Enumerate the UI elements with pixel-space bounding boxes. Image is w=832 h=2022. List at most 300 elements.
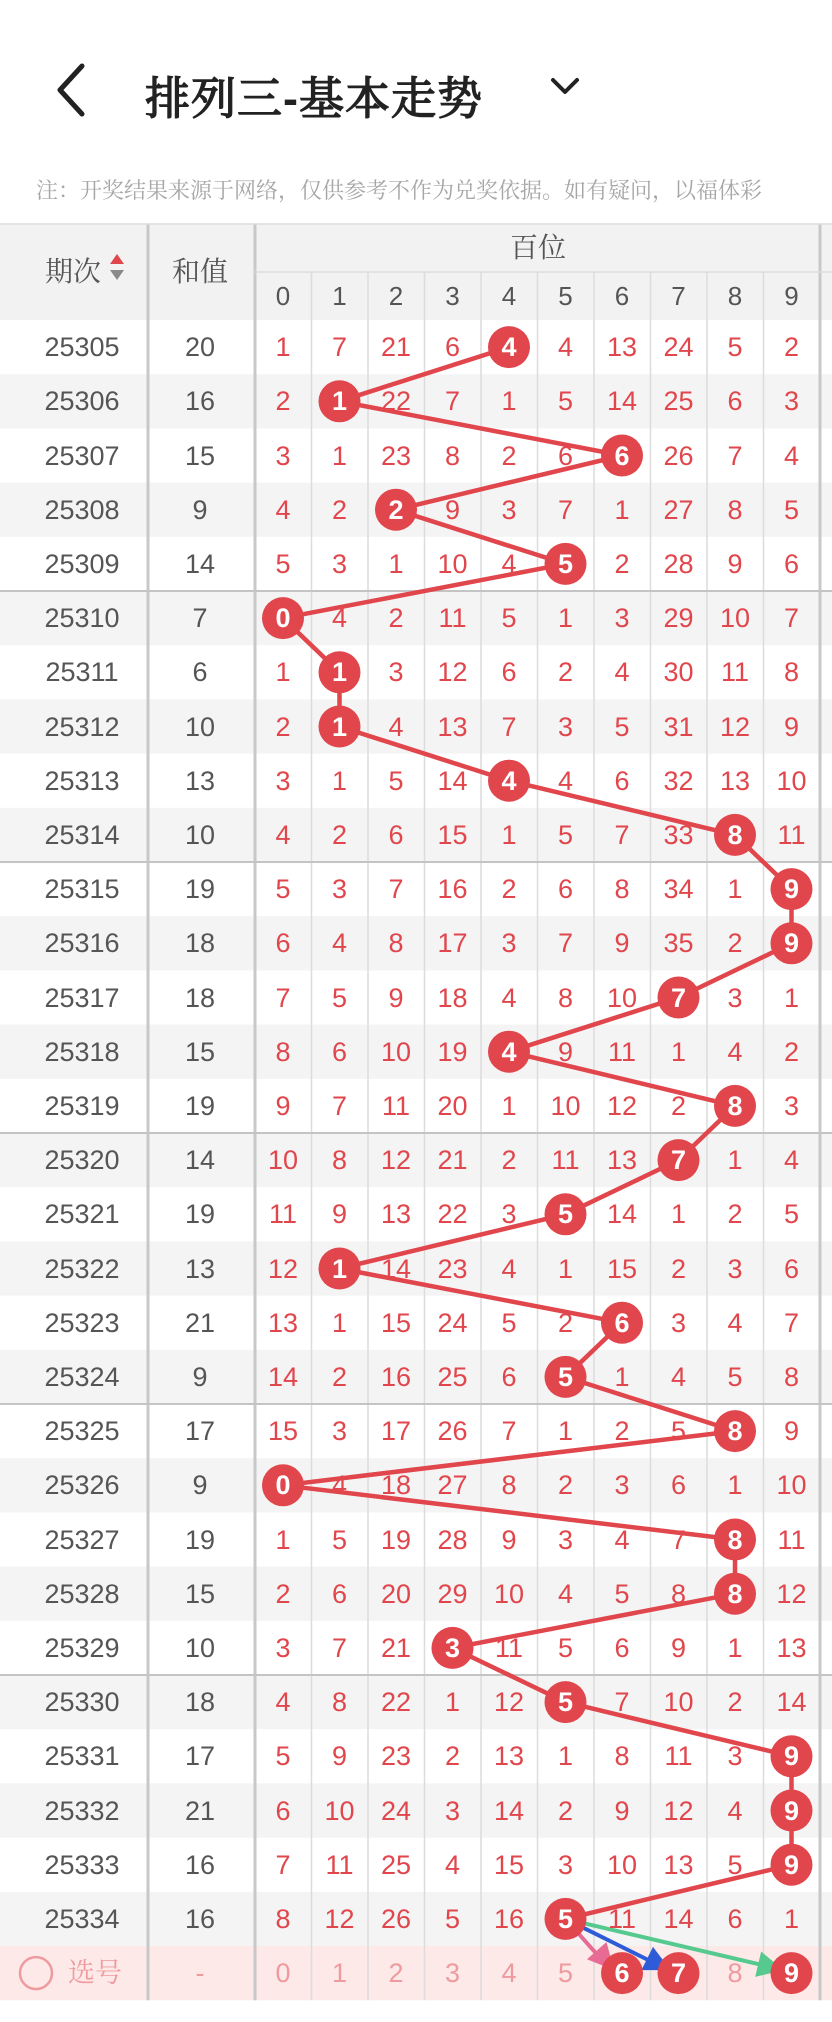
miss-count: 11 — [381, 1090, 411, 1121]
miss-count: 9 — [614, 928, 630, 959]
miss-count: 9 — [727, 548, 743, 579]
miss-count: 12 — [493, 1687, 525, 1718]
miss-count: 20 — [380, 1578, 412, 1609]
miss-count: 1 — [275, 332, 291, 363]
miss-count: 2 — [331, 1361, 348, 1392]
miss-count: 3 — [331, 548, 348, 579]
winning-ball-label: 9 — [783, 1741, 800, 1772]
miss-count: 3 — [275, 440, 291, 471]
sum-value: 18 — [184, 928, 216, 959]
winning-ball-label: 2 — [388, 494, 404, 525]
miss-count: 13 — [437, 711, 468, 742]
winning-ball-label: 1 — [331, 711, 348, 742]
miss-count: 15 — [493, 1849, 525, 1880]
predicted-digit-7[interactable]: 7 — [670, 1958, 687, 1989]
sum-value: 16 — [184, 386, 216, 417]
miss-count: 5 — [501, 1307, 517, 1338]
miss-count: 8 — [331, 1687, 348, 1718]
miss-count: 1 — [275, 1524, 291, 1555]
miss-count: 3 — [331, 1416, 348, 1447]
miss-count: 2 — [275, 1578, 291, 1609]
sum-value: 21 — [184, 1307, 216, 1338]
page-title[interactable]: 排列三-基本走势 — [145, 73, 483, 124]
winning-ball-label: 9 — [783, 1849, 800, 1880]
select-digit-1[interactable]: 1 — [331, 1958, 348, 1989]
winning-ball-label: 5 — [557, 1361, 574, 1392]
miss-count: 7 — [783, 603, 800, 634]
miss-count: 1 — [501, 1090, 517, 1121]
miss-count: 10 — [550, 1090, 581, 1121]
issue-number: 25322 — [44, 1253, 120, 1284]
issue-number: 25320 — [44, 1145, 120, 1176]
miss-count: 23 — [380, 440, 412, 471]
miss-count: 3 — [727, 982, 743, 1013]
miss-count: 4 — [727, 1307, 743, 1338]
miss-count: 3 — [557, 1849, 574, 1880]
miss-count: 19 — [437, 1036, 468, 1067]
sum-value: 17 — [184, 1741, 216, 1772]
miss-count: 11 — [607, 1036, 637, 1067]
miss-count: 4 — [331, 1470, 348, 1501]
sum-value: 14 — [184, 1145, 216, 1176]
issue-number: 25327 — [44, 1524, 120, 1555]
miss-count: 8 — [331, 1145, 348, 1176]
miss-count: 8 — [783, 1361, 800, 1392]
issue-number: 25321 — [44, 1199, 120, 1230]
miss-count: 29 — [437, 1578, 468, 1609]
miss-count: 7 — [331, 1632, 348, 1663]
miss-count: 2 — [557, 1795, 574, 1826]
miss-count: 4 — [331, 928, 348, 959]
miss-count: 13 — [663, 1849, 694, 1880]
miss-count: 6 — [331, 1578, 348, 1609]
winning-ball-label: 9 — [783, 1795, 800, 1826]
sum-value: 9 — [192, 494, 208, 525]
miss-count: 2 — [727, 928, 743, 959]
miss-count: 17 — [380, 1416, 412, 1447]
miss-count: 3 — [614, 1470, 630, 1501]
sum-value: 19 — [184, 874, 216, 905]
miss-count: 1 — [727, 1145, 743, 1176]
winning-ball-label: 4 — [501, 332, 517, 363]
miss-count: 13 — [719, 765, 751, 796]
miss-count: 1 — [614, 494, 630, 525]
miss-count: 2 — [275, 386, 291, 417]
miss-count: 9 — [331, 1199, 348, 1230]
select-digit-0[interactable]: 0 — [275, 1958, 291, 1989]
miss-count: 4 — [557, 332, 574, 363]
miss-count: 7 — [670, 1524, 687, 1555]
miss-count: 4 — [614, 1524, 630, 1555]
miss-count: 28 — [663, 548, 694, 579]
miss-count: 8 — [727, 494, 743, 525]
miss-count: 11 — [664, 1741, 693, 1772]
miss-count: 9 — [444, 494, 461, 525]
digit-header-8: 8 — [727, 281, 743, 311]
miss-count: 4 — [275, 819, 291, 850]
miss-count: 5 — [614, 1578, 630, 1609]
miss-count: 1 — [727, 1470, 743, 1501]
issue-number: 25307 — [44, 440, 120, 471]
miss-count: 27 — [437, 1470, 468, 1501]
miss-count: 3 — [783, 1090, 800, 1121]
miss-count: 15 — [380, 1307, 412, 1338]
winning-ball-label: 4 — [501, 1036, 517, 1067]
sum-value: 10 — [184, 1632, 216, 1663]
miss-count: 12 — [776, 1578, 807, 1609]
miss-count: 2 — [614, 548, 630, 579]
miss-count: 3 — [501, 494, 517, 525]
miss-count: 11 — [720, 657, 750, 688]
miss-count: 7 — [727, 440, 743, 471]
digit-header-0: 0 — [275, 281, 291, 311]
miss-count: 3 — [670, 1307, 687, 1338]
miss-count: 8 — [275, 1036, 291, 1067]
miss-count: 3 — [275, 765, 291, 796]
miss-count: 11 — [607, 1903, 637, 1934]
miss-count: 6 — [783, 548, 800, 579]
miss-count: 8 — [444, 440, 461, 471]
miss-count: 7 — [331, 1090, 348, 1121]
miss-count: 1 — [727, 1632, 743, 1663]
issue-number: 25310 — [44, 603, 120, 634]
miss-count: 9 — [614, 1795, 630, 1826]
predicted-digit-6[interactable]: 6 — [614, 1958, 630, 1989]
miss-count: 10 — [380, 1036, 412, 1067]
digit-header-2: 2 — [388, 281, 404, 311]
miss-count: 18 — [437, 982, 468, 1013]
miss-count: 12 — [719, 711, 751, 742]
group-header-hundreds: 百位 — [509, 232, 566, 263]
miss-count: 2 — [670, 1253, 687, 1284]
sum-value: 15 — [184, 440, 216, 471]
miss-count: 9 — [670, 1632, 687, 1663]
winning-ball-label: 1 — [331, 657, 348, 688]
miss-count: 28 — [437, 1524, 468, 1555]
miss-count: 1 — [557, 1253, 574, 1284]
miss-count: 4 — [444, 1849, 461, 1880]
winning-ball-label: 4 — [501, 765, 517, 796]
miss-count: 5 — [388, 765, 404, 796]
miss-count: 5 — [783, 1199, 800, 1230]
miss-count: 13 — [606, 332, 638, 363]
issue-number: 25313 — [44, 765, 120, 796]
miss-count: 6 — [670, 1470, 687, 1501]
miss-count: 20 — [437, 1090, 468, 1121]
miss-count: 1 — [331, 1307, 348, 1338]
miss-count: 21 — [437, 1145, 468, 1176]
issue-number: 25317 — [44, 982, 120, 1013]
miss-count: 14 — [437, 765, 468, 796]
sum-value: 9 — [192, 1361, 208, 1392]
miss-count: 2 — [331, 819, 348, 850]
miss-count: 7 — [388, 874, 404, 905]
miss-count: 13 — [606, 1145, 638, 1176]
miss-count: 7 — [444, 386, 461, 417]
miss-count: 5 — [331, 1524, 348, 1555]
miss-count: 8 — [557, 982, 574, 1013]
sum-value: 16 — [184, 1903, 216, 1934]
miss-count: 1 — [557, 603, 574, 634]
miss-count: 3 — [388, 657, 404, 688]
miss-count: 13 — [380, 1199, 412, 1230]
miss-count: 19 — [380, 1524, 412, 1555]
winning-ball-label: 6 — [614, 440, 630, 471]
miss-count: 35 — [663, 928, 694, 959]
miss-count: 11 — [325, 1849, 354, 1880]
miss-count: 12 — [324, 1903, 355, 1934]
sum-value: 10 — [184, 711, 216, 742]
issue-number: 25311 — [45, 657, 119, 688]
miss-count: 2 — [501, 1145, 517, 1176]
miss-count: 8 — [614, 1741, 630, 1772]
miss-count: 14 — [663, 1903, 694, 1934]
miss-count: 4 — [275, 1687, 291, 1718]
sum-value: 15 — [184, 1578, 216, 1609]
miss-count: 1 — [501, 386, 517, 417]
miss-count: 16 — [380, 1361, 412, 1392]
miss-count: 9 — [783, 711, 800, 742]
miss-count: 32 — [663, 765, 694, 796]
miss-count: 3 — [727, 1253, 743, 1284]
miss-count: 10 — [267, 1145, 299, 1176]
winning-ball-label: 3 — [444, 1632, 461, 1663]
miss-count: 11 — [494, 1632, 524, 1663]
winning-ball-label: 7 — [670, 982, 687, 1013]
miss-count: 30 — [663, 657, 694, 688]
miss-count: 25 — [380, 1849, 412, 1880]
miss-count: 29 — [663, 603, 694, 634]
winning-ball-label: 8 — [727, 1416, 743, 1447]
miss-count: 9 — [331, 1741, 348, 1772]
miss-count: 11 — [551, 1145, 580, 1176]
miss-count: 14 — [267, 1361, 299, 1392]
select-digit-4[interactable]: 4 — [501, 1958, 517, 1989]
miss-count: 7 — [501, 1416, 517, 1447]
miss-count: 2 — [614, 1416, 630, 1447]
winning-ball-label: 8 — [727, 1578, 743, 1609]
miss-count: 33 — [663, 819, 694, 850]
miss-count: 7 — [557, 928, 574, 959]
miss-count: 34 — [663, 874, 694, 905]
miss-count: 1 — [444, 1687, 461, 1718]
winning-ball-label: 5 — [557, 1199, 574, 1230]
digit-header-1: 1 — [332, 281, 347, 311]
sum-value: 9 — [192, 1470, 208, 1501]
miss-count: 2 — [727, 1199, 743, 1230]
miss-count: 2 — [557, 1307, 574, 1338]
miss-count: 6 — [331, 1036, 348, 1067]
miss-count: 5 — [557, 819, 574, 850]
miss-count: 13 — [493, 1741, 525, 1772]
miss-count: 4 — [783, 440, 800, 471]
miss-count: 3 — [275, 1632, 291, 1663]
miss-count: 6 — [557, 440, 574, 471]
miss-count: 4 — [501, 548, 517, 579]
miss-count: 7 — [614, 1687, 630, 1718]
sum-value: 15 — [184, 1036, 216, 1067]
miss-count: 11 — [438, 603, 467, 634]
miss-count: 3 — [727, 1741, 743, 1772]
predicted-digit-9[interactable]: 9 — [783, 1958, 800, 1989]
miss-count: 5 — [275, 1741, 291, 1772]
miss-count: 3 — [331, 874, 348, 905]
miss-count: 24 — [380, 1795, 412, 1826]
issue-number: 25332 — [44, 1795, 120, 1826]
miss-count: 14 — [493, 1795, 525, 1826]
miss-count: 4 — [501, 982, 517, 1013]
miss-count: 3 — [501, 1199, 517, 1230]
miss-count: 5 — [444, 1903, 461, 1934]
issue-number: 25325 — [44, 1416, 120, 1447]
miss-count: 8 — [783, 657, 800, 688]
miss-count: 21 — [380, 1632, 412, 1663]
miss-count: 1 — [557, 1741, 574, 1772]
issue-number: 25324 — [44, 1361, 120, 1392]
issue-number: 25316 — [44, 928, 120, 959]
miss-count: 4 — [388, 711, 404, 742]
issue-number: 25315 — [44, 874, 120, 905]
sum-value: 20 — [184, 332, 216, 363]
miss-count: 31 — [663, 711, 694, 742]
miss-count: 13 — [267, 1307, 299, 1338]
miss-count: 8 — [614, 874, 630, 905]
miss-count: 22 — [380, 1687, 412, 1718]
winning-ball-label: 5 — [557, 548, 574, 579]
miss-count: 2 — [783, 1036, 800, 1067]
issue-number: 25318 — [44, 1036, 120, 1067]
select-digit-5[interactable]: 5 — [557, 1958, 574, 1989]
miss-count: 11 — [777, 819, 806, 850]
miss-count: 2 — [388, 603, 404, 634]
miss-count: 1 — [557, 1416, 574, 1447]
winning-ball-label: 5 — [557, 1687, 574, 1718]
miss-count: 25 — [663, 386, 694, 417]
miss-count: 11 — [777, 1524, 806, 1555]
miss-count: 2 — [501, 874, 517, 905]
miss-count: 4 — [501, 1253, 517, 1284]
select-digit-3[interactable]: 3 — [444, 1958, 461, 1989]
miss-count: 6 — [388, 819, 404, 850]
miss-count: 10 — [776, 765, 807, 796]
miss-count: 8 — [670, 1578, 687, 1609]
select-digit-2[interactable]: 2 — [388, 1958, 404, 1989]
miss-count: 15 — [606, 1253, 638, 1284]
miss-count: 14 — [380, 1253, 412, 1284]
disclaimer-note: 注：开奖结果来源于网络，仅供参考不作为兑奖依据。如有疑问，以福体彩 — [36, 178, 763, 203]
miss-count: 5 — [557, 386, 574, 417]
sum-value: 14 — [184, 548, 216, 579]
miss-count: 10 — [437, 548, 468, 579]
sum-value: 19 — [184, 1199, 216, 1230]
issue-number: 25334 — [44, 1903, 120, 1934]
miss-count: 2 — [275, 711, 291, 742]
issue-number: 25329 — [44, 1632, 120, 1663]
miss-count: 10 — [776, 1470, 807, 1501]
sum-value: 7 — [192, 603, 208, 634]
miss-count: 10 — [663, 1687, 694, 1718]
select-row-label[interactable]: 选号 — [68, 1958, 122, 1989]
miss-count: 1 — [783, 982, 800, 1013]
miss-count: 12 — [606, 1090, 638, 1121]
select-row-sum: - — [195, 1958, 205, 1989]
miss-count: 2 — [557, 1470, 574, 1501]
miss-count: 1 — [501, 819, 517, 850]
select-digit-8[interactable]: 8 — [727, 1958, 743, 1989]
miss-count: 3 — [444, 1795, 461, 1826]
miss-count: 6 — [275, 1795, 291, 1826]
miss-count: 12 — [380, 1145, 412, 1176]
miss-count: 7 — [331, 332, 348, 363]
miss-count: 12 — [267, 1253, 299, 1284]
miss-count: 6 — [557, 874, 574, 905]
miss-count: 18 — [380, 1470, 412, 1501]
miss-count: 4 — [331, 603, 348, 634]
sum-value: 13 — [184, 765, 216, 796]
miss-count: 3 — [614, 603, 630, 634]
miss-count: 9 — [501, 1524, 517, 1555]
issue-number: 25331 — [44, 1741, 120, 1772]
miss-count: 8 — [275, 1903, 291, 1934]
miss-count: 5 — [783, 494, 800, 525]
issue-number: 25326 — [44, 1470, 120, 1501]
miss-count: 26 — [437, 1416, 468, 1447]
winning-ball-label: 7 — [670, 1145, 687, 1176]
miss-count: 12 — [437, 657, 468, 688]
miss-count: 2 — [727, 1687, 743, 1718]
miss-count: 4 — [727, 1795, 743, 1826]
miss-count: 6 — [783, 1253, 800, 1284]
miss-count: 1 — [670, 1199, 687, 1230]
miss-count: 2 — [444, 1741, 461, 1772]
issue-number: 25333 — [44, 1849, 120, 1880]
miss-count: 5 — [331, 982, 348, 1013]
sum-value: 13 — [184, 1253, 216, 1284]
miss-count: 8 — [388, 928, 404, 959]
issue-number: 25314 — [44, 819, 120, 850]
issue-number: 25323 — [44, 1307, 120, 1338]
miss-count: 4 — [783, 1145, 800, 1176]
miss-count: 26 — [663, 440, 694, 471]
miss-count: 5 — [557, 1632, 574, 1663]
miss-count: 7 — [501, 711, 517, 742]
miss-count: 16 — [437, 874, 468, 905]
miss-count: 7 — [275, 982, 291, 1013]
issue-number: 25306 — [44, 386, 120, 417]
miss-count: 23 — [437, 1253, 468, 1284]
miss-count: 6 — [727, 1903, 743, 1934]
column-header-issue[interactable]: 期次 — [44, 256, 101, 287]
winning-ball-label: 0 — [275, 1470, 291, 1501]
winning-ball-label: 1 — [331, 1253, 348, 1284]
digit-header-5: 5 — [558, 281, 573, 311]
miss-count: 10 — [606, 982, 638, 1013]
miss-count: 21 — [380, 332, 412, 363]
sum-value: 19 — [184, 1524, 216, 1555]
miss-count: 5 — [275, 874, 291, 905]
miss-count: 5 — [727, 1361, 743, 1392]
miss-count: 27 — [663, 494, 694, 525]
winning-ball-label: 9 — [783, 928, 800, 959]
sum-value: 18 — [184, 982, 216, 1013]
miss-count: 1 — [783, 1903, 800, 1934]
sum-value: 6 — [192, 657, 208, 688]
miss-count: 2 — [557, 657, 574, 688]
miss-count: 3 — [783, 386, 800, 417]
miss-count: 10 — [719, 603, 751, 634]
winning-ball-label: 8 — [727, 1524, 743, 1555]
miss-count: 6 — [275, 928, 291, 959]
